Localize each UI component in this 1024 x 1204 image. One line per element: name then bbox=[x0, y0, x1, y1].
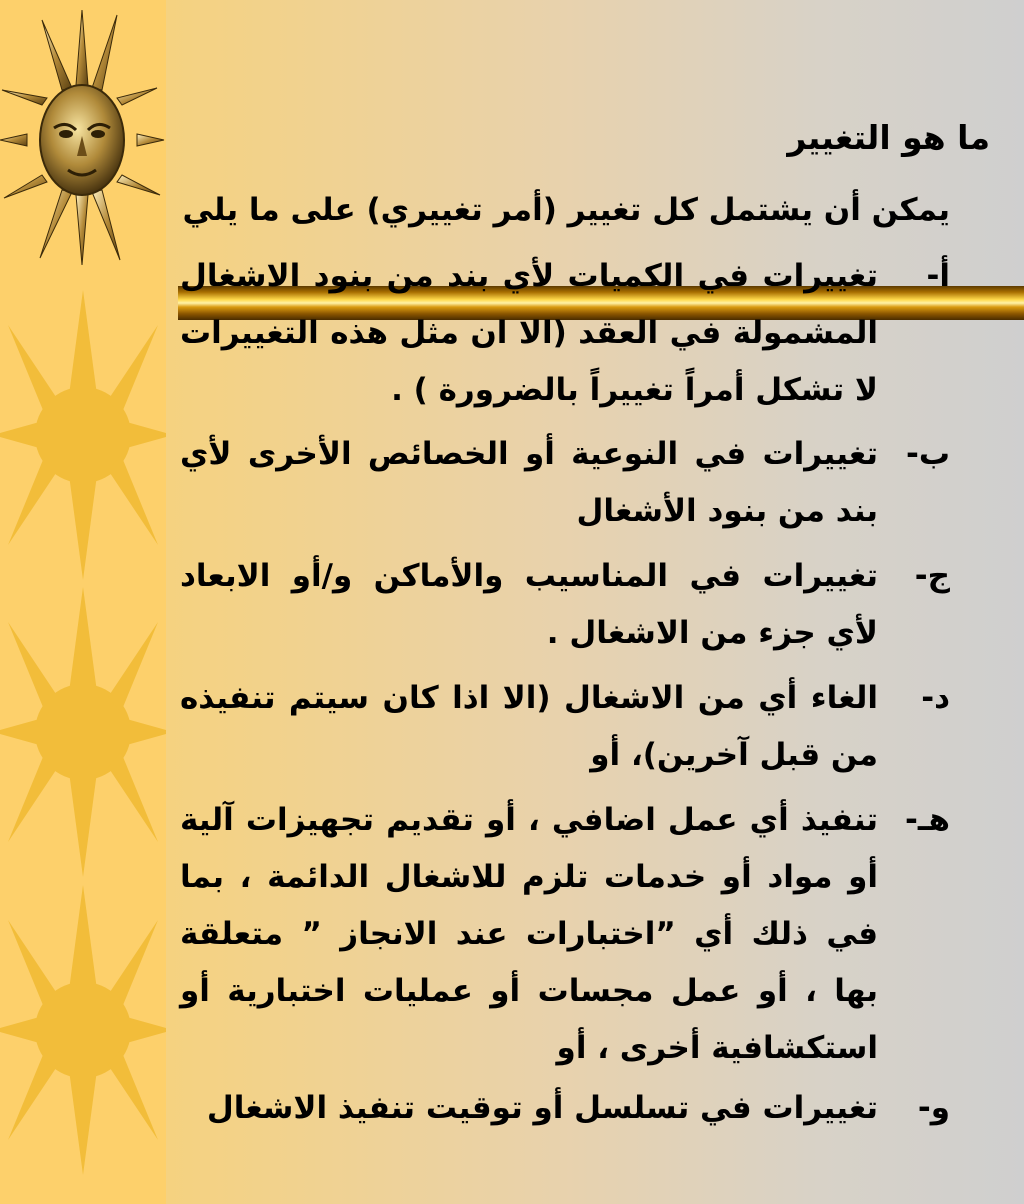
item-text: تغييرات في المناسيب والأماكن و/أو الابعاد لأي جزء من الاشغال . bbox=[180, 558, 878, 651]
item-text: تغييرات في تسلسل أو توقيت تنفيذ الاشغال bbox=[206, 1090, 878, 1126]
intro-text: يمكن أن يشتمل كل تغيير (أمر تغييري) على ما يلي bbox=[182, 192, 950, 228]
item-marker: د- bbox=[921, 680, 950, 716]
item-marker: ج- bbox=[914, 558, 950, 594]
sun-icon bbox=[0, 880, 166, 1180]
item-text: الغاء أي من الاشغال (الا اذا كان سيتم تنفيذه من قبل آخرين)، أو bbox=[180, 680, 878, 773]
item-text: تغييرات في النوعية أو الخصائص الأخرى لأي بند من بنود الأشغال bbox=[180, 436, 878, 529]
item-marker: و- bbox=[917, 1090, 950, 1126]
list-item bbox=[180, 248, 950, 419]
list-item bbox=[180, 792, 950, 1077]
slide-title: ما هو التغيير bbox=[787, 118, 990, 157]
item-marker: هـ- bbox=[905, 802, 950, 838]
sun-icon bbox=[0, 582, 166, 882]
list-item bbox=[180, 670, 950, 784]
list-item bbox=[180, 1080, 950, 1137]
sun-icon bbox=[0, 285, 166, 585]
item-text: تنفيذ أي عمل اضافي ، أو تقديم تجهيزات آلية أو مواد أو خدمات تلزم للاشغال الدائمة ، بما في ذلك أي ”اختبارات عند الانجاز ” متعلقة بها ، أو عمل مجسات أو عمليات اختبارية أو استكشافية أخرى ، أو bbox=[180, 802, 878, 1066]
list-item bbox=[180, 426, 950, 540]
item-marker: ب- bbox=[905, 436, 950, 472]
item-text: تغييرات في الكميات لأي بند من بنود الاشغال المشمولة في العقد (الا ان مثل هذه التغييرات لا تشكل أمراً تغييراً بالضرورة ) . bbox=[180, 258, 878, 408]
item-marker: أ- bbox=[926, 258, 950, 294]
list-item bbox=[180, 548, 950, 662]
sun-face-icon bbox=[0, 0, 166, 270]
